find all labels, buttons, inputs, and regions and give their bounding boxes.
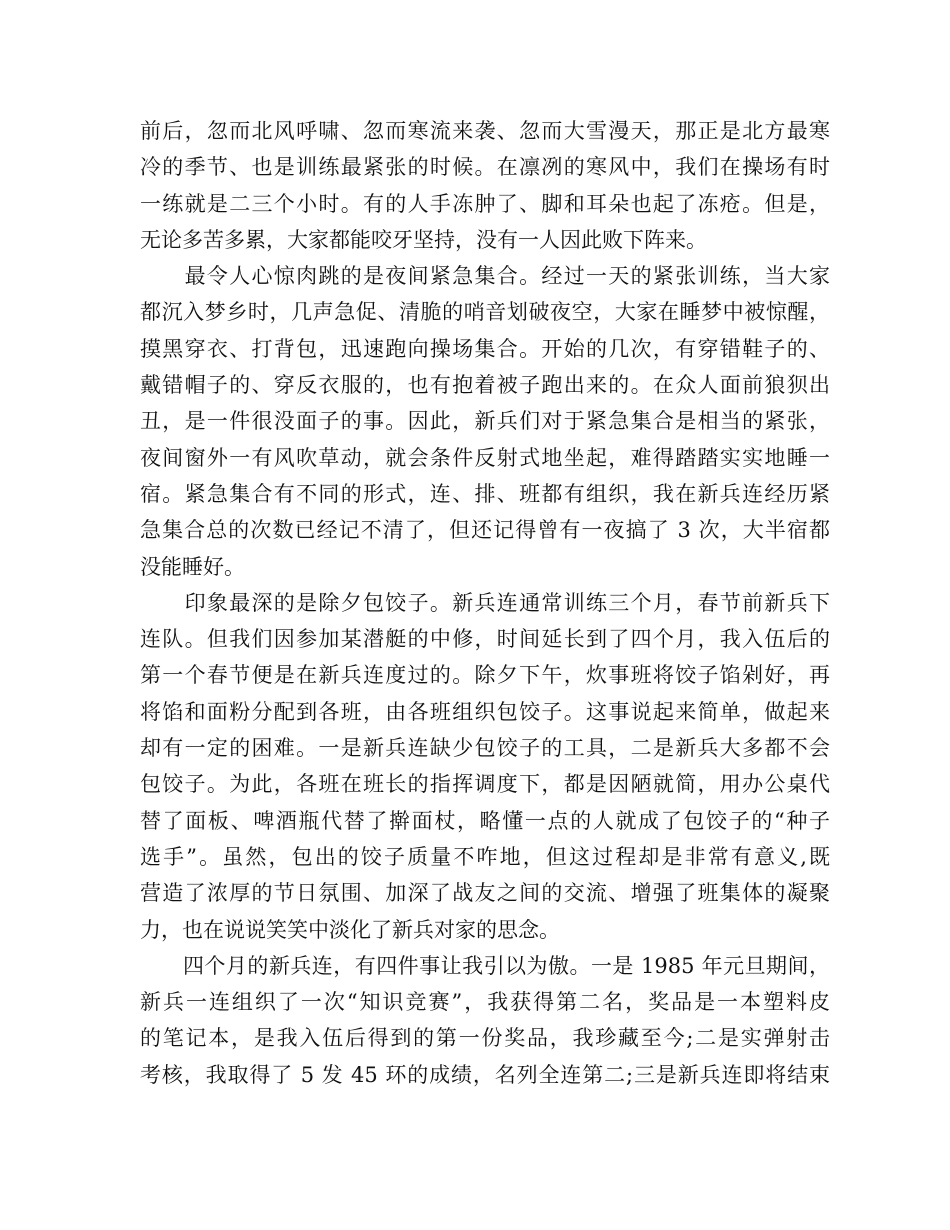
text-line: 将馅和面粉分配到各班，由各班组织包饺子。这事说起来简单，做起来 xyxy=(140,699,830,724)
body-text xyxy=(140,113,830,1093)
text-line: 新兵一连组织了一次“知识竞赛”，我获得第二名，奖品是一本塑料皮 xyxy=(140,990,830,1015)
text-line: 丑，是一件很没面子的事。因此，新兵们对于紧急集合是相当的紧张， xyxy=(140,409,830,434)
text-line: 戴错帽子的、穿反衣服的，也有抱着被子跑出来的。在众人面前狼狈出 xyxy=(140,373,830,398)
text-line: 最令人心惊肉跳的是夜间紧急集合。经过一天的紧张训练，当大家 xyxy=(140,264,830,289)
text-line: 营造了浓厚的节日氛围、加深了战友之间的交流、增强了班集体的凝聚 xyxy=(140,881,830,906)
text-line: 都沉入梦乡时，几声急促、清脆的哨音划破夜空，大家在睡梦中被惊醒， xyxy=(140,300,830,325)
text-line: 选手”。虽然，包出的饺子质量不咋地，但这过程却是非常有意义,既 xyxy=(140,844,830,869)
text-line: 急集合总的次数已经记不清了，但还记得曾有一夜搞了 3 次，大半宿都 xyxy=(140,518,830,543)
text-line: 冷的季节、也是训练最紧张的时候。在凛冽的寒风中，我们在操场有时 xyxy=(140,155,830,180)
text-line: 却有一定的困难。一是新兵连缺少包饺子的工具，二是新兵大多都不会 xyxy=(140,736,830,761)
text-line: 摸黑穿衣、打背包，迅速跑向操场集合。开始的几次，有穿错鞋子的、 xyxy=(140,336,830,361)
text-line: 一练就是二三个小时。有的人手冻肿了、脚和耳朵也起了冻疮。但是， xyxy=(140,191,830,216)
text-line: 宿。紧急集合有不同的形式，连、排、班都有组织，我在新兵连经历紧 xyxy=(140,481,830,506)
text-line: 连队。但我们因参加某潜艇的中修，时间延长到了四个月，我入伍后的 xyxy=(140,627,830,652)
text-line: 包饺子。为此，各班在班长的指挥调度下，都是因陋就简，用办公桌代 xyxy=(140,772,830,797)
text-line: 第一个春节便是在新兵连度过的。除夕下午，炊事班将饺子馅剁好，再 xyxy=(140,663,830,688)
text-line: 印象最深的是除夕包饺子。新兵连通常训练三个月，春节前新兵下 xyxy=(140,590,830,615)
text-line: 力，也在说说笑笑中淡化了新兵对家的思念。 xyxy=(140,917,560,942)
text-line: 夜间窗外一有风吹草动，就会条件反射式地坐起，难得踏踏实实地睡一 xyxy=(140,445,830,470)
text-line: 没能睡好。 xyxy=(140,554,245,579)
text-line: 无论多苦多累，大家都能咬牙坚持，没有一人因此败下阵来。 xyxy=(140,227,707,252)
text-line: 四个月的新兵连，有四件事让我引以为傲。一是 1985 年元旦期间， xyxy=(140,953,830,978)
text-line: 替了面板、啤酒瓶代替了擀面杖，略懂一点的人就成了包饺子的“种子 xyxy=(140,808,830,833)
text-line: 考核，我取得了 5 发 45 环的成绩，名列全连第二;三是新兵连即将结束 xyxy=(140,1062,830,1087)
text-line: 的笔记本，是我入伍后得到的第一份奖品，我珍藏至今;二是实弹射击 xyxy=(140,1026,830,1051)
text-line: 前后，忽而北风呼啸、忽而寒流来袭、忽而大雪漫天，那正是北方最寒 xyxy=(140,119,830,143)
